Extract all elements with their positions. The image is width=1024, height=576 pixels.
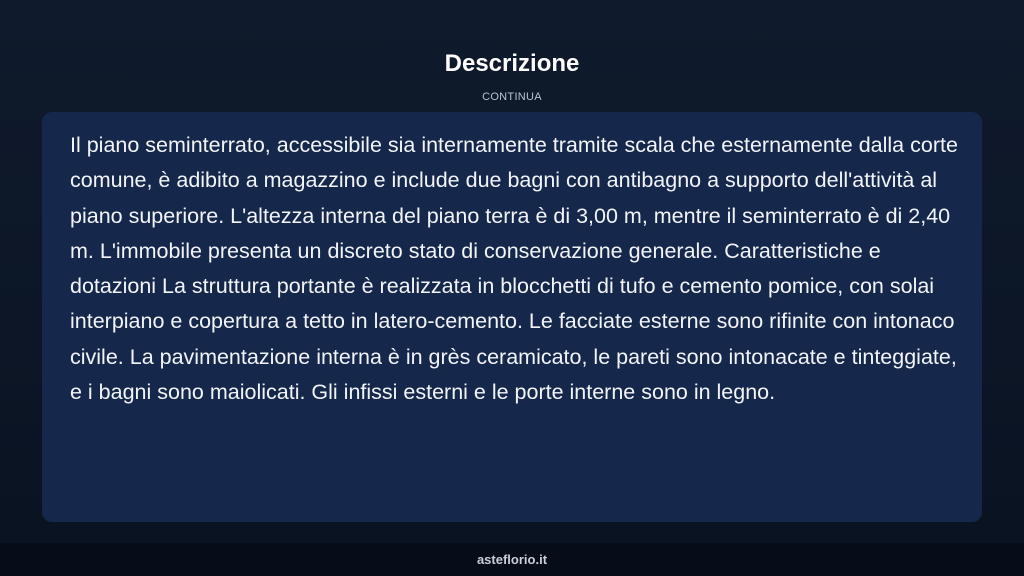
page-title: Descrizione bbox=[444, 50, 580, 77]
footer-site-name: asteflorio.it bbox=[476, 552, 548, 567]
description-text: Il piano seminterrato, accessibile sia internamente tramite scala che esternamente dalla corte comune, è adibito a magazzino e include due bagni con antibagno a supporto dell'attività al piano superiore. L'altezza interna del piano terra è di 3,00 m, mentre il seminterrato è di 2,40 m. L'immobile presenta un discreto stato di conservazione generale. Caratteristiche e dotazioni La struttura portante è realizzata in blocchetti di tufo e cemento pomice, con solai interpiano e copertura a tetto in latero-cemento. Le facciate esterne sono rifinite con intonaco civile. La pavimentazione interna è in grès ceramicato, le pareti sono intonacate e tinteggiate, e i bagni sono maiolicati. Gli infissi esterni e le porte interne sono in legno. bbox=[70, 133, 958, 405]
footer-bar bbox=[0, 543, 1024, 576]
page-subtitle: CONTINUA bbox=[482, 91, 542, 103]
description-card bbox=[42, 112, 982, 522]
